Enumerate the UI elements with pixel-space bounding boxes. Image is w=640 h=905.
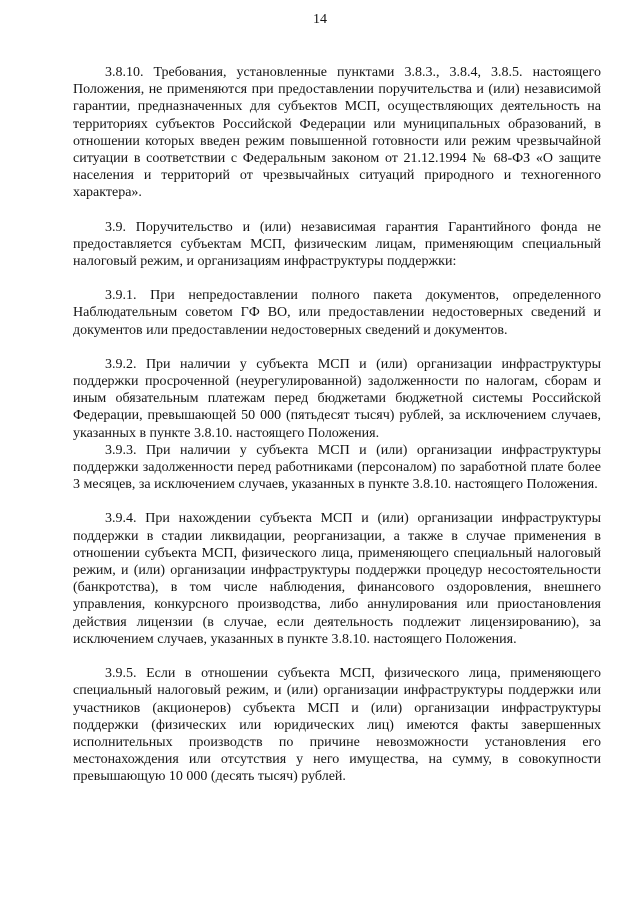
page-number: 14 xyxy=(313,12,327,27)
paragraph-3-9-5: 3.9.5. Если в отношении субъекта МСП, физического лица, применяющего специальный налоговый режим, и (или) организации инфраструктуры поддержки или участников (акционеров) субъекта МСП и (или) организации инфраструктуры поддержки (физических или юридических лиц) имеются факты завершенных исполнительных производств по причине невозможности установления его местонахождения или отсутствия у него имущества, на сумму, в совокупности превышающую 10 000 (десять тысяч) рублей. xyxy=(73,666,601,785)
paragraph-3-9-2: 3.9.2. При наличии у субъекта МСП и (или) организации инфраструктуры поддержки просроченной (неурегулированной) задолженности по налогам, сборам и иным обязательным платежам перед бюджетами бюджетной системы Российской Федерации, превышающей 50 000 (пятьдесят тысяч) рублей, за исключением случаев, указанных в пункте 3.8.10. настоящего Положения. xyxy=(73,356,601,441)
paragraph-3-9-3: 3.9.3. При наличии у субъекта МСП и (или) организации инфраструктуры поддержки задолженности перед работниками (персоналом) по заработной плате более 3 месяцев, за исключением случаев, указанных в пункте 3.8.10. настоящего Положения. xyxy=(73,442,601,493)
paragraph-3-8-10: 3.8.10. Требования, установленные пунктами 3.8.3., 3.8.4, 3.8.5. настоящего Положения, не применяются при предоставлении поручительства и (или) независимой гарантии, предназначенных для субъектов МСП, осуществляющих деятельность на территориях субъектов Российской Федерации или муниципальных образований, в отношении которых введен режим повышенной готовности или режим чрезвычайной ситуации в соответствии с Федеральным законом от 21.12.1994 № 68-ФЗ «О защите населения и территорий от чрезвычайных ситуаций природного и техногенного характера». xyxy=(73,65,601,201)
paragraph-3-9-1: 3.9.1. При непредоставлении полного пакета документов, определенного Наблюдательным советом ГФ ВО, или предоставлении недостоверных сведений и документов или предоставлении недостоверных сведений и документов. xyxy=(73,288,601,338)
paragraph-3-9-4: 3.9.4. При нахождении субъекта МСП и (или) организации инфраструктуры поддержки в стадии ликвидации, реорганизации, а также в случае применения в отношении субъекта МСП, физического лица, применяющего специальный налоговый режим, и (или) организации инфраструктуры поддержки процедур несостоятельности (банкротства), в том числе наблюдения, финансового оздоровления, внешнего управления, конкурсного производства, либо аннулирования или приостановления действия лицензии (в случае, если деятельность подлежит лицензированию), за исключением случаев, указанных в пункте 3.8.10. настоящего Положения. xyxy=(73,511,601,647)
paragraph-3-9: 3.9. Поручительство и (или) независимая гарантия Гарантийного фонда не предоставляется субъектам МСП, физическим лицам, применяющим специальный налоговый режим, и организациям инфраструктуры поддержки: xyxy=(73,219,601,270)
document-body xyxy=(73,64,601,786)
